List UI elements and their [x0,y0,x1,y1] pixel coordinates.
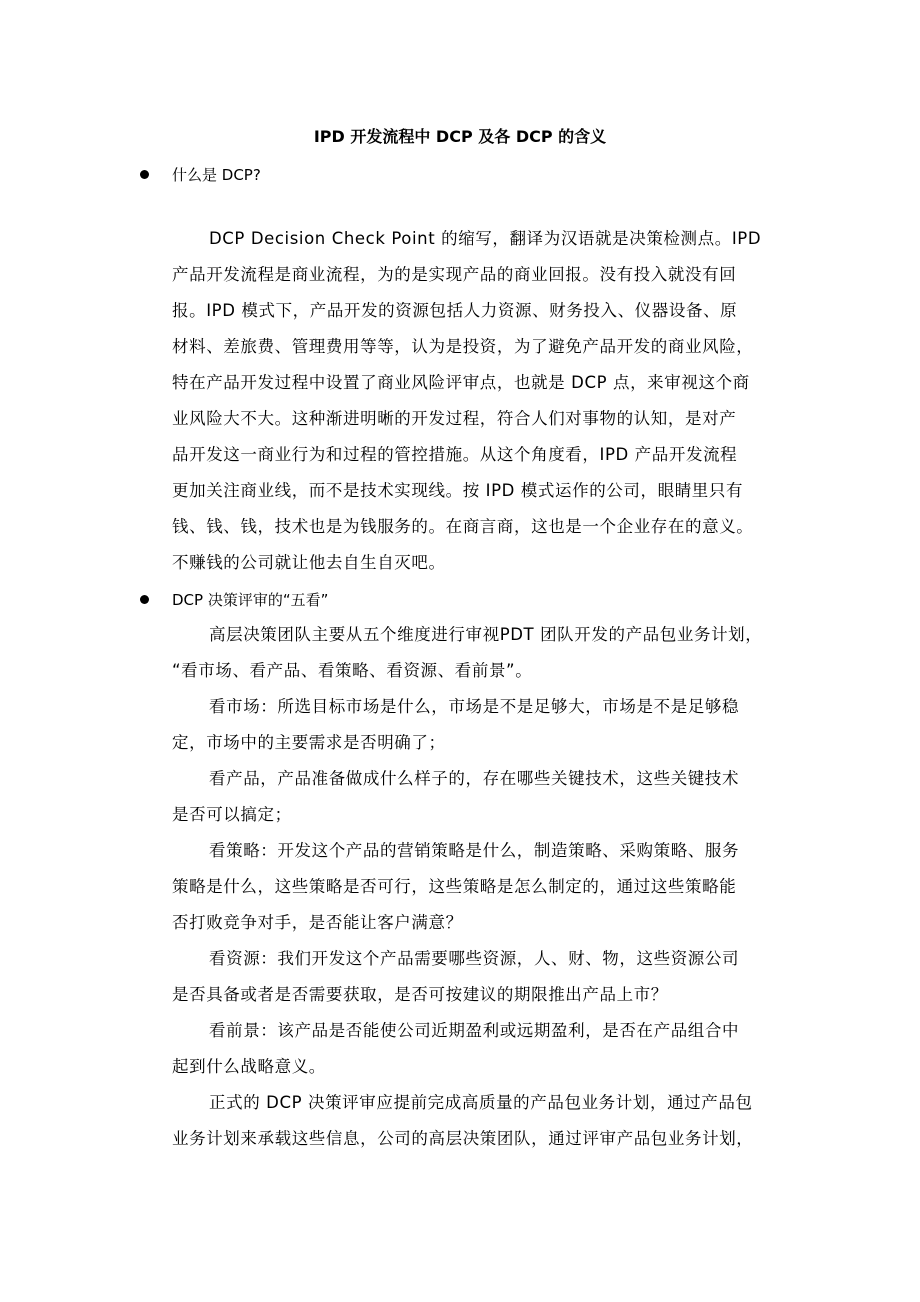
text-line: 品开发这一商业行为和过程的管控措施。从这个角度看，IPD 产品开发流程 [172,445,738,464]
text-line: 更加关注商业线，而不是技术实现线。按 IPD 模式运作的公司，眼睛里只有 [172,481,744,500]
text-line: 看资源：我们开发这个产品需要哪些资源，人、财、物，这些资源公司 [209,949,740,968]
text-line: 钱、钱、钱，技术也是为钱服务的。在商言商，这也是一个企业存在的意义。 [172,517,754,536]
document-title: IPD 开发流程中 DCP 及各 DCP 的含义 [313,127,607,146]
text-line: 报。IPD 模式下，产品开发的资源包括人力资源、财务投入、仪器设备、原 [172,301,738,320]
text-line: 看前景：该产品是否能使公司近期盈利或远期盈利，是否在产品组合中 [209,1021,740,1040]
text-line: 定，市场中的主要需求是否明确了； [172,733,446,752]
text-line: 否打败竞争对手，是否能让客户满意？ [172,913,463,932]
text-line: 是否具备或者是否需要获取，是否可按建议的期限推出产品上市？ [172,985,668,1004]
text-line: 正式的 DCP 决策评审应提前完成高质量的产品包业务计划，通过产品包 [209,1093,753,1112]
section-heading-text: 什么是 DCP? [172,166,261,184]
text-line: DCP Decision Check Point 的缩写，翻译为汉语就是决策检测点。IPD [209,229,762,248]
section-body-what-is-dcp [172,221,792,581]
text-line: 看市场：所选目标市场是什么，市场是不是足够大，市场是不是足够稳 [209,697,740,716]
bullet-dot-icon [140,595,149,604]
text-line: 产品开发流程是商业流程，为的是实现产品的商业回报。没有投入就没有回 [172,265,737,284]
bullet-dot-icon [140,170,149,179]
text-line: 看产品，产品准备做成什么样子的，存在哪些关键技术，这些关键技术 [209,769,740,788]
text-line: 看策略：开发这个产品的营销策略是什么，制造策略、采购策略、服务 [209,841,740,860]
text-line: 起到什么战略意义。 [172,1057,326,1076]
text-line: 是否可以搞定； [172,805,292,824]
text-line: 高层决策团队主要从五个维度进行审视PDT 团队开发的产品包业务计划， [209,625,763,644]
section-body-five-looks [172,617,792,1157]
text-line: 特在产品开发过程中设置了商业风险评审点，也就是 DCP 点，来审视这个商 [172,373,750,392]
text-line: 业风险大不大。这种渐进明晰的开发过程，符合人们对事物的认知，是对产 [172,409,737,428]
text-line: 材料、差旅费、管理费用等等，认为是投资，为了避免产品开发的商业风险， [172,337,754,356]
text-line: 策略是什么，这些策略是否可行，这些策略是怎么制定的，通过这些策略能 [172,877,737,896]
text-line: “看市场、看产品、看策略、看资源、看前景”。 [172,661,533,680]
text-line: 不赚钱的公司就让他去自生自灭吧。 [172,553,446,572]
text-line: 业务计划来承载这些信息，公司的高层决策团队，通过评审产品包业务计划， [172,1129,754,1148]
section-heading-text: DCP 决策评审的“五看” [172,591,329,609]
